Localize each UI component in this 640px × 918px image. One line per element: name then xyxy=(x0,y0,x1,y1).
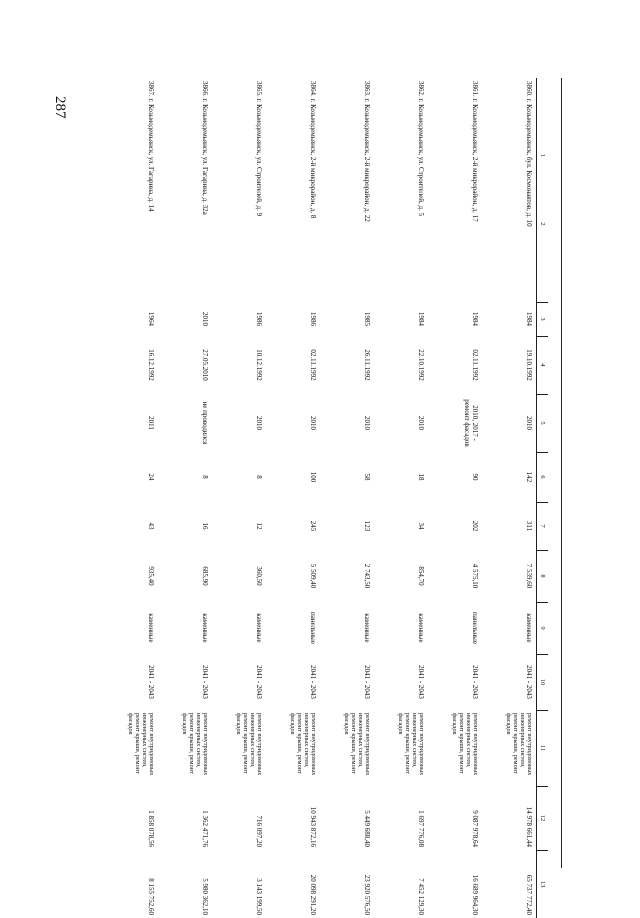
column-header: 5 xyxy=(537,394,549,452)
year-built-cell: 1984 xyxy=(471,312,479,326)
address-cell: 3860. г. Козьмодемьянск, бул. Космонавтов, д. 10 xyxy=(525,81,533,227)
residents-cell: 12 xyxy=(255,522,263,530)
address-cell: 3864. г. Козьмодемьянск, 2-й микрорайон, д. 8 xyxy=(309,81,317,219)
cost-cell: 1 858 078,56 xyxy=(147,810,155,847)
wall-material-cell: каменные xyxy=(147,613,155,643)
period-cell: 2041 - 2043 xyxy=(147,665,155,699)
total-cost-cell: 7 452 129,30 xyxy=(417,878,425,915)
column-header: 7 xyxy=(537,502,549,550)
apartments-cell: 90 xyxy=(471,473,479,481)
column-header: 13 xyxy=(537,850,549,918)
address-cell: 3866. г. Козьмодемьянск, ул. Гагарина, д. 32а xyxy=(201,81,209,215)
date-cell: 02.11.1992 xyxy=(309,349,317,381)
year-built-cell: 1986 xyxy=(255,312,263,326)
total-cost-cell: 16 689 964,30 xyxy=(471,874,479,915)
wall-material-cell: каменные xyxy=(255,613,263,643)
last-repair-cell: 2010 xyxy=(255,416,263,430)
column-header: 8 xyxy=(537,550,549,602)
date-cell: 22.10.1992 xyxy=(417,349,425,381)
column-header: 1 2 xyxy=(537,78,549,302)
year-built-cell: 1984 xyxy=(417,312,425,326)
wall-material-cell: каменные xyxy=(201,613,209,643)
table-row xyxy=(212,78,266,918)
total-cost-cell: 20 098 291,20 xyxy=(309,874,317,915)
area-cell: 5 509,40 xyxy=(309,563,317,589)
last-repair-cell: 2010, 2017 - ремонт фасадов xyxy=(462,399,479,447)
address-cell: 3862. г. Козьмодемьянск, ул. Строителей, д. 5 xyxy=(417,81,425,217)
period-cell: 2041 - 2043 xyxy=(525,665,533,699)
residents-cell: 34 xyxy=(417,522,425,530)
address-cell: 3865. г. Козьмодемьянск, ул. Строителей, д. 9 xyxy=(255,81,263,217)
column-header: 3 xyxy=(537,302,549,336)
total-cost-cell: 8 155 752,60 xyxy=(147,878,155,915)
last-repair-cell: 2010 xyxy=(525,416,533,430)
date-cell: 19.10.1992 xyxy=(525,349,533,381)
rotated-table-container xyxy=(92,78,548,915)
cost-cell: 716 097,20 xyxy=(255,815,263,847)
year-built-cell: 1964 xyxy=(147,312,155,326)
column-header: 10 xyxy=(537,654,549,710)
column-number-row xyxy=(537,78,549,918)
wall-material-cell: панельные xyxy=(471,612,479,644)
period-cell: 2041 - 2043 xyxy=(309,665,317,699)
last-repair-cell: 2011 xyxy=(147,416,155,430)
year-built-cell: 1985 xyxy=(363,312,371,326)
work-type-cell: ремонт внутридомовых инженерных систем, ремонт крыши, ремонт фасадов xyxy=(450,713,479,776)
area-cell: 2 743,50 xyxy=(363,563,371,589)
total-cost-cell: 3 143 199,50 xyxy=(255,878,263,915)
year-built-cell: 2010 xyxy=(201,312,209,326)
table-row xyxy=(158,78,212,918)
work-type-cell: ремонт внутридомовых инженерных систем, ремонт крыши, ремонт фасадов xyxy=(180,713,209,776)
cost-cell: 1 697 776,08 xyxy=(417,810,425,847)
wall-material-cell: панельные xyxy=(309,612,317,644)
wall-material-cell: каменные xyxy=(417,613,425,643)
apartments-cell: 58 xyxy=(363,473,371,481)
period-cell: 2041 - 2043 xyxy=(363,665,371,699)
last-repair-cell: не проводился xyxy=(201,401,209,445)
work-type-cell: ремонт внутридомовых инженерных систем, ремонт крыши, ремонт фасадов xyxy=(234,713,263,776)
period-cell: 2041 - 2043 xyxy=(417,665,425,699)
date-cell: 16.12.1992 xyxy=(147,349,155,381)
area-cell: 4 575,10 xyxy=(471,563,479,589)
residents-cell: 16 xyxy=(201,522,209,530)
column-header: 9 xyxy=(537,602,549,654)
year-built-cell: 1986 xyxy=(309,312,317,326)
apartments-cell: 8 xyxy=(201,475,209,479)
table-row xyxy=(374,78,428,918)
address-cell: 3863. г. Козьмодемьянск, 2-й микрорайон, д. 22 xyxy=(363,81,371,222)
cost-cell: 1 362 471,76 xyxy=(201,810,209,847)
column-header: 4 xyxy=(537,336,549,394)
apartments-cell: 142 xyxy=(525,471,533,483)
work-type-cell: ремонт внутридомовых инженерных систем, ремонт крыши, ремонт фасадов xyxy=(504,713,533,776)
table-row xyxy=(482,78,537,918)
cost-cell: 14 978 661,44 xyxy=(525,806,533,847)
date-cell: 26.11.1992 xyxy=(363,349,371,381)
total-cost-cell: 5 980 362,10 xyxy=(201,878,209,915)
apartments-cell: 100 xyxy=(309,471,317,483)
area-cell: 854,70 xyxy=(417,566,425,586)
column-header: 12 xyxy=(537,786,549,850)
date-cell: 27.05.2010 xyxy=(201,349,209,381)
work-type-cell: ремонт внутридомовых инженерных систем, ремонт крыши, ремонт фасадов xyxy=(288,713,317,776)
wall-material-cell: каменные xyxy=(525,613,533,643)
last-repair-cell: 2010 xyxy=(363,416,371,430)
period-cell: 2041 - 2043 xyxy=(201,665,209,699)
work-type-cell: ремонт внутридомовых инженерных систем, ремонт крыши, ремонт фасадов xyxy=(126,713,155,776)
cost-cell: 10 943 872,16 xyxy=(309,806,317,847)
page-number: 287 xyxy=(52,96,68,119)
area-cell: 360,50 xyxy=(255,566,263,586)
table-row xyxy=(266,78,320,918)
apartments-cell: 8 xyxy=(255,475,263,479)
apartments-cell: 18 xyxy=(417,473,425,481)
apartments-cell: 24 xyxy=(147,473,155,481)
total-cost-cell: 65 737 772,40 xyxy=(525,874,533,915)
residents-cell: 43 xyxy=(147,522,155,530)
table-row xyxy=(104,78,158,918)
date-cell: 02.11.1992 xyxy=(471,349,479,381)
period-cell: 2041 - 2043 xyxy=(255,665,263,699)
address-cell: 3861. г. Козьмодемьянск, 2-й микрорайон, д. 17 xyxy=(471,81,479,222)
area-cell: 7 539,60 xyxy=(525,563,533,589)
area-cell: 935,40 xyxy=(147,566,155,586)
wall-material-cell: каменные xyxy=(363,613,371,643)
table-top-rule xyxy=(561,78,562,868)
residents-cell: 311 xyxy=(525,520,533,532)
cost-cell: 5 449 688,40 xyxy=(363,810,371,847)
residents-cell: 123 xyxy=(363,520,371,532)
residents-cell: 202 xyxy=(471,520,479,532)
cost-cell: 9 087 978,64 xyxy=(471,810,479,847)
table-row xyxy=(428,78,482,918)
column-header: 11 xyxy=(537,710,549,786)
last-repair-cell: 2010 xyxy=(309,416,317,430)
housing-repair-table xyxy=(104,78,548,918)
area-cell: 685,90 xyxy=(201,566,209,586)
address-cell: 3867. г. Козьмодемьянск, ул. Гагарина, д. 14 xyxy=(147,81,155,212)
table-row xyxy=(320,78,374,918)
year-built-cell: 1984 xyxy=(525,312,533,326)
date-cell: 10.12.1992 xyxy=(255,349,263,381)
work-type-cell: ремонт внутридомовых инженерных систем, ремонт крыши, ремонт фасадов xyxy=(342,713,371,776)
residents-cell: 245 xyxy=(309,520,317,532)
total-cost-cell: 23 920 576,50 xyxy=(363,874,371,915)
work-type-cell: ремонт внутридомовых инженерных систем, ремонт крыши, ремонт фасадов xyxy=(396,713,425,776)
period-cell: 2041 - 2043 xyxy=(471,665,479,699)
column-header: 6 xyxy=(537,452,549,502)
last-repair-cell: 2010 xyxy=(417,416,425,430)
